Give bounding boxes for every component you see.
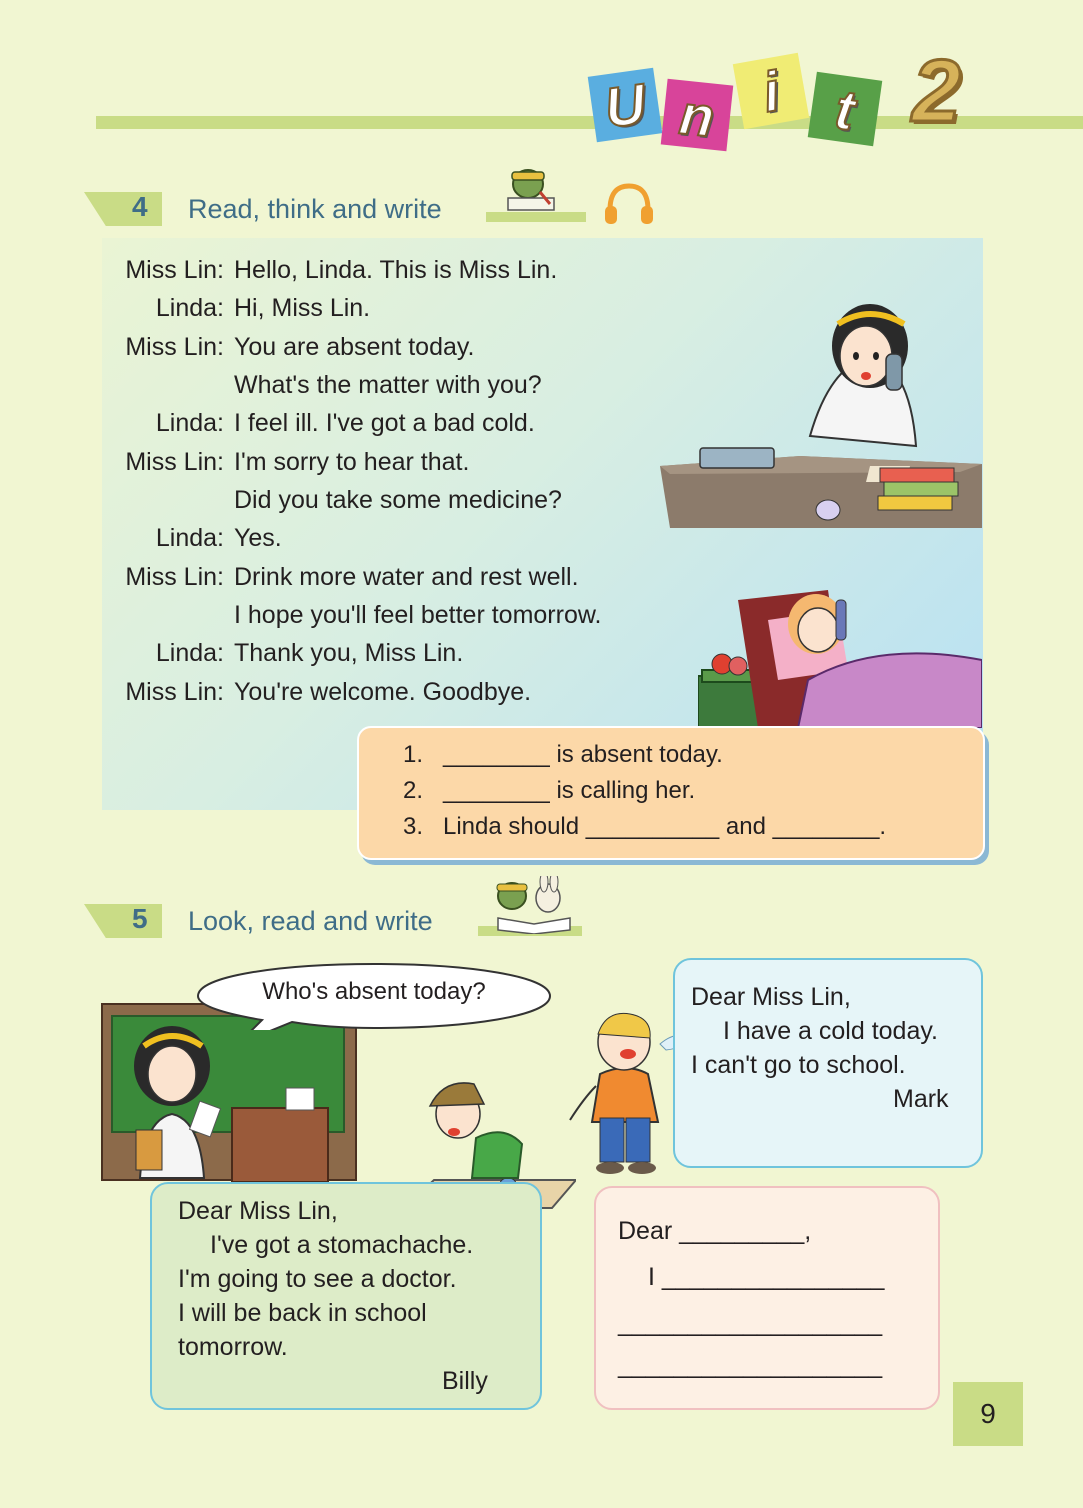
note-signature: Mark — [893, 1085, 949, 1113]
speaker-label: Miss Lin: — [125, 448, 224, 476]
unit-tile-2: n — [661, 79, 734, 152]
dialogue-line — [0, 485, 1083, 515]
dialogue-text: I hope you'll feel better tomorrow. — [234, 601, 602, 629]
dialogue-text: Hi, Miss Lin. — [234, 294, 371, 322]
dialogue-text: I feel ill. I've got a bad cold. — [234, 409, 535, 437]
dialogue-line — [0, 408, 1083, 438]
dialogue-text: I'm sorry to hear that. — [234, 448, 470, 476]
note-from-billy — [150, 1182, 542, 1410]
section-4-tab — [84, 192, 162, 226]
students-reading-icon — [488, 876, 580, 934]
dialogue-text: Hello, Linda. This is Miss Lin. — [234, 256, 558, 284]
note-line: I've got a stomachache. — [210, 1231, 474, 1259]
section-5-number: 5 — [132, 903, 148, 934]
questions-box — [357, 726, 985, 860]
blank-note-line[interactable]: ___________________ — [618, 1351, 883, 1379]
unit-title-tiles — [584, 46, 904, 156]
dialogue-line — [0, 332, 1083, 362]
dialogue-line — [0, 638, 1083, 668]
section-5-title: Look, read and write — [188, 906, 433, 936]
speaker-label: Linda: — [155, 639, 224, 667]
dialogue-line — [0, 370, 1083, 400]
note-line: I can't go to school. — [691, 1051, 906, 1079]
unit-number: 2 — [912, 41, 961, 140]
dialogue-text: Did you take some medicine? — [234, 486, 562, 514]
dialogue-line — [0, 293, 1083, 323]
question-text[interactable]: ________ is absent today. — [443, 741, 723, 768]
question-number: 1. — [403, 741, 424, 768]
note-line: I have a cold today. — [723, 1017, 938, 1045]
unit-tile-1: U — [588, 68, 663, 143]
speaker-label: Miss Lin: — [125, 563, 224, 591]
headphones-icon — [602, 180, 656, 228]
speaker-label: Miss Lin: — [125, 333, 224, 361]
question-number: 2. — [403, 777, 424, 804]
dialogue-line — [0, 677, 1083, 707]
blank-note-line[interactable]: I ________________ — [648, 1263, 885, 1291]
speaker-label: Miss Lin: — [125, 256, 224, 284]
dialogue-text: What's the matter with you? — [234, 371, 542, 399]
speech-bubble-text: Who's absent today? — [262, 978, 486, 1005]
speaker-label: Linda: — [155, 409, 224, 437]
dialogue-text: You're welcome. Goodbye. — [234, 678, 532, 706]
question-number: 3. — [403, 813, 424, 840]
unit-tile-4: t — [808, 72, 883, 147]
note-line: tomorrow. — [178, 1333, 288, 1361]
dialogue-text: Yes. — [234, 524, 282, 552]
page-number: 9 — [953, 1382, 1023, 1446]
dialogue-line — [0, 255, 1083, 285]
blank-note — [594, 1186, 940, 1410]
note-from-mark — [673, 958, 983, 1168]
section-4-number: 4 — [132, 191, 148, 222]
blank-note-greeting[interactable]: Dear _________, — [618, 1217, 812, 1245]
note-greeting: Dear Miss Lin, — [178, 1197, 338, 1225]
section-4-title: Read, think and write — [188, 194, 442, 224]
speaker-label: Miss Lin: — [125, 678, 224, 706]
dialogue-line — [0, 562, 1083, 592]
dialogue-text: You are absent today. — [234, 333, 475, 361]
student-writing-icon — [498, 164, 564, 216]
blank-note-line[interactable]: ___________________ — [618, 1309, 883, 1337]
speaker-label: Linda: — [155, 524, 224, 552]
note-signature: Billy — [442, 1367, 488, 1395]
dialogue-text: Drink more water and rest well. — [234, 563, 579, 591]
note-line: I will be back in school — [178, 1299, 427, 1327]
speaker-label: Linda: — [155, 294, 224, 322]
unit-tile-3: i — [733, 53, 809, 129]
section-5-tab — [84, 904, 162, 938]
dialogue-line — [0, 523, 1083, 553]
dialogue-text: Thank you, Miss Lin. — [234, 639, 464, 667]
question-text[interactable]: Linda should __________ and ________. — [443, 813, 887, 840]
question-text[interactable]: ________ is calling her. — [443, 777, 696, 804]
dialogue-line — [0, 600, 1083, 630]
dialogue-line — [0, 447, 1083, 477]
note-greeting: Dear Miss Lin, — [691, 983, 851, 1011]
note-line: I'm going to see a doctor. — [178, 1265, 457, 1293]
